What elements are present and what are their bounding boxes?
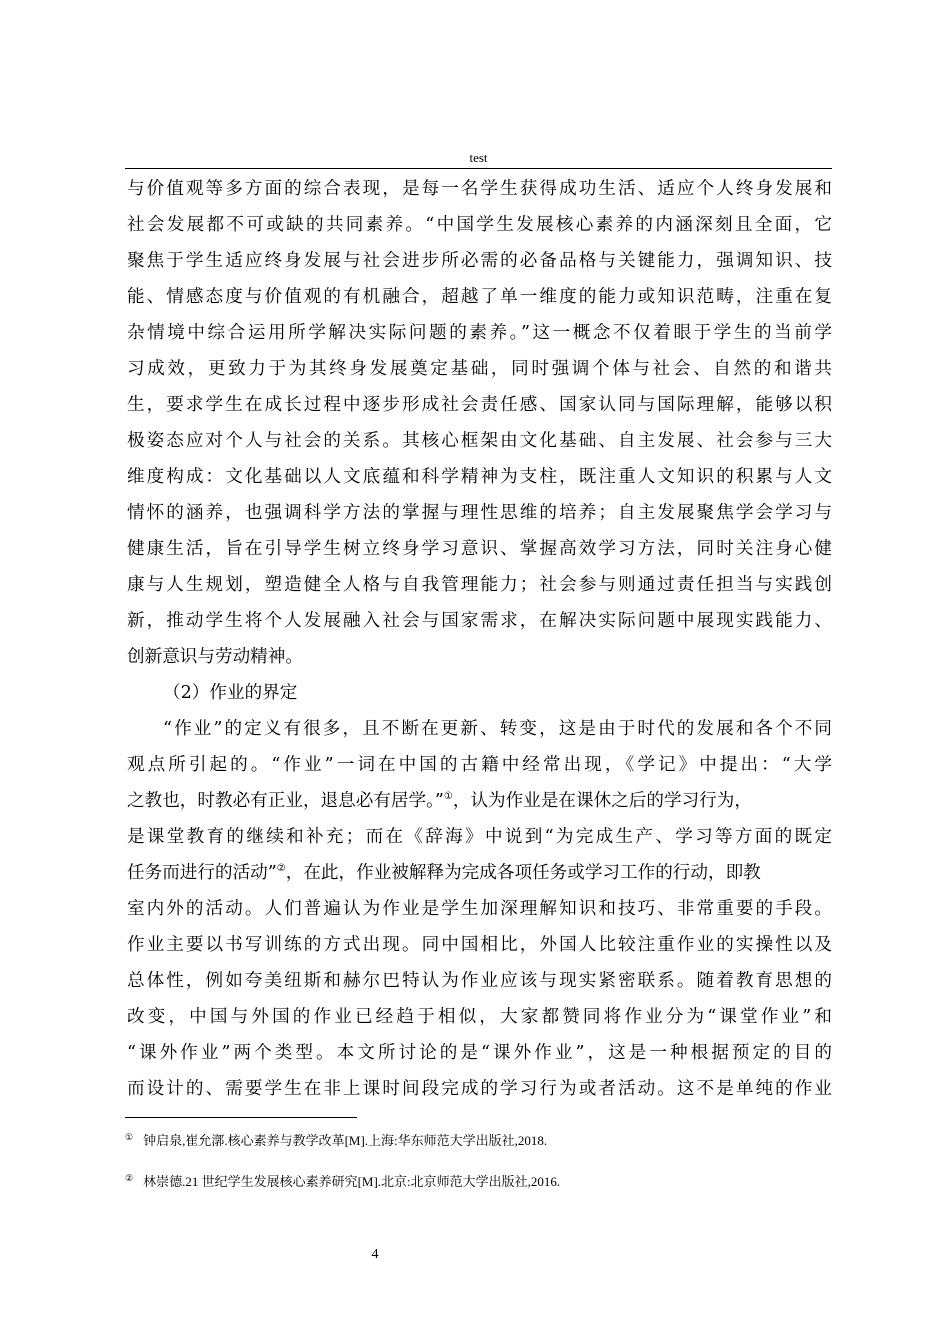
footnote-reference-2[interactable]: ② — [276, 863, 286, 874]
footnote-text: 林崇德.21 世纪学生发展核心素养研究[M].北京:北京师范大学出版社,2016. — [143, 1174, 561, 1189]
section-heading: （2）作业的界定 — [163, 683, 298, 703]
body-line: 观点所引起的。“作业”一词在中国的古籍中经常出现，《学记》中提出：“大学 — [127, 755, 832, 775]
body-line: 与价值观等多方面的综合表现，是每一名学生获得成功生活、适应个人终身发展和 — [127, 179, 832, 199]
body-text-segment: ，在此，作业被解释为完成各项任务或学习工作的行动，即教 — [285, 863, 761, 883]
page-number: 4 — [371, 1247, 379, 1262]
page-header-title: test — [469, 150, 488, 165]
body-line — [127, 789, 832, 813]
body-line: 习成效，更致力于为其终身发展奠定基础，同时强调个体与社会、自然的和谐共 — [127, 359, 832, 379]
body-text-segment: ，认为作业是在课休之后的学习行为， — [452, 791, 752, 811]
body-line: 总体性，例如夸美纽斯和赫尔巴特认为作业应该与现实紧密联系。随着教育思想的 — [127, 971, 832, 991]
body-line: “作业”的定义有很多，且不断在更新、转变，这是由于时代的发展和各个不同 — [163, 719, 832, 739]
body-line: 社会发展都不可或缺的共同素养。“中国学生发展核心素养的内涵深刻且全面，它 — [127, 215, 832, 235]
footnote-mark: ② — [125, 1173, 134, 1183]
body-line: 能、情感态度与价值观的有机融合，超越了单一维度的能力或知识范畴，注重在复 — [127, 287, 832, 307]
body-line: 维度构成：文化基础以人文底蕴和科学精神为支柱，既注重人文知识的积累与人文 — [127, 467, 832, 487]
body-line: 新，推动学生将个人发展融入社会与国家需求，在解决实际问题中展现实践能力、 — [127, 611, 832, 631]
body-line: 改变，中国与外国的作业已经趋于相似，大家都赞同将作业分为“课堂作业”和 — [127, 1007, 832, 1027]
body-line: 而设计的、需要学生在非上课时间段完成的学习行为或者活动。这不是单纯的作业 — [127, 1079, 832, 1099]
body-line: 生，要求学生在成长过程中逐步形成社会责任感、国家认同与国际理解，能够以积 — [127, 395, 832, 415]
footnote-mark: ① — [125, 1132, 134, 1142]
body-line: 创新意识与劳动精神。 — [127, 647, 303, 667]
footnote-1 — [125, 1128, 547, 1150]
body-line: 杂情境中综合运用所学解决实际问题的素养。”这一概念不仅着眼于学生的当前学 — [127, 323, 832, 343]
body-line: 健康生活，旨在引导学生树立终身学习意识、掌握高效学习方法，同时关注身心健 — [127, 539, 832, 559]
body-text-segment: 任务而进行的活动” — [127, 863, 277, 883]
footnote-reference-1[interactable]: ① — [443, 791, 453, 802]
body-line: 极姿态应对个人与社会的关系。其核心框架由文化基础、自主发展、社会参与三大 — [127, 431, 832, 451]
body-line: 情怀的涵养，也强调科学方法的掌握与理性思维的培养；自主发展聚焦学会学习与 — [127, 503, 832, 523]
body-line: 聚焦于学生适应终身发展与社会进步所必需的必备品格与关键能力，强调知识、技 — [127, 251, 832, 271]
footnote-separator — [125, 1117, 357, 1118]
body-line: 作业主要以书写训练的方式出现。同中国相比，外国人比较注重作业的实操性以及 — [127, 935, 832, 955]
body-line: 是课堂教育的继续和补充；而在《辞海》中说到“为完成生产、学习等方面的既定 — [127, 827, 832, 847]
footnote-2 — [125, 1169, 560, 1191]
body-line — [127, 861, 832, 885]
body-line: 室内外的活动。人们普遍认为作业是学生加深理解知识和技巧、非常重要的手段。 — [127, 899, 832, 919]
body-line: 康与人生规划，塑造健全人格与自我管理能力；社会参与则通过责任担当与实践创 — [127, 575, 832, 595]
body-text-segment: 之教也，时教必有正业，退息必有居学。” — [127, 791, 444, 811]
body-line: “课外作业”两个类型。本文所讨论的是“课外作业”，这是一种根据预定的目的 — [127, 1043, 832, 1063]
header-rule — [125, 168, 832, 169]
footnote-text: 钟启泉,崔允漷.核心素养与教学改革[M].上海:华东师范大学出版社,2018. — [143, 1133, 548, 1148]
